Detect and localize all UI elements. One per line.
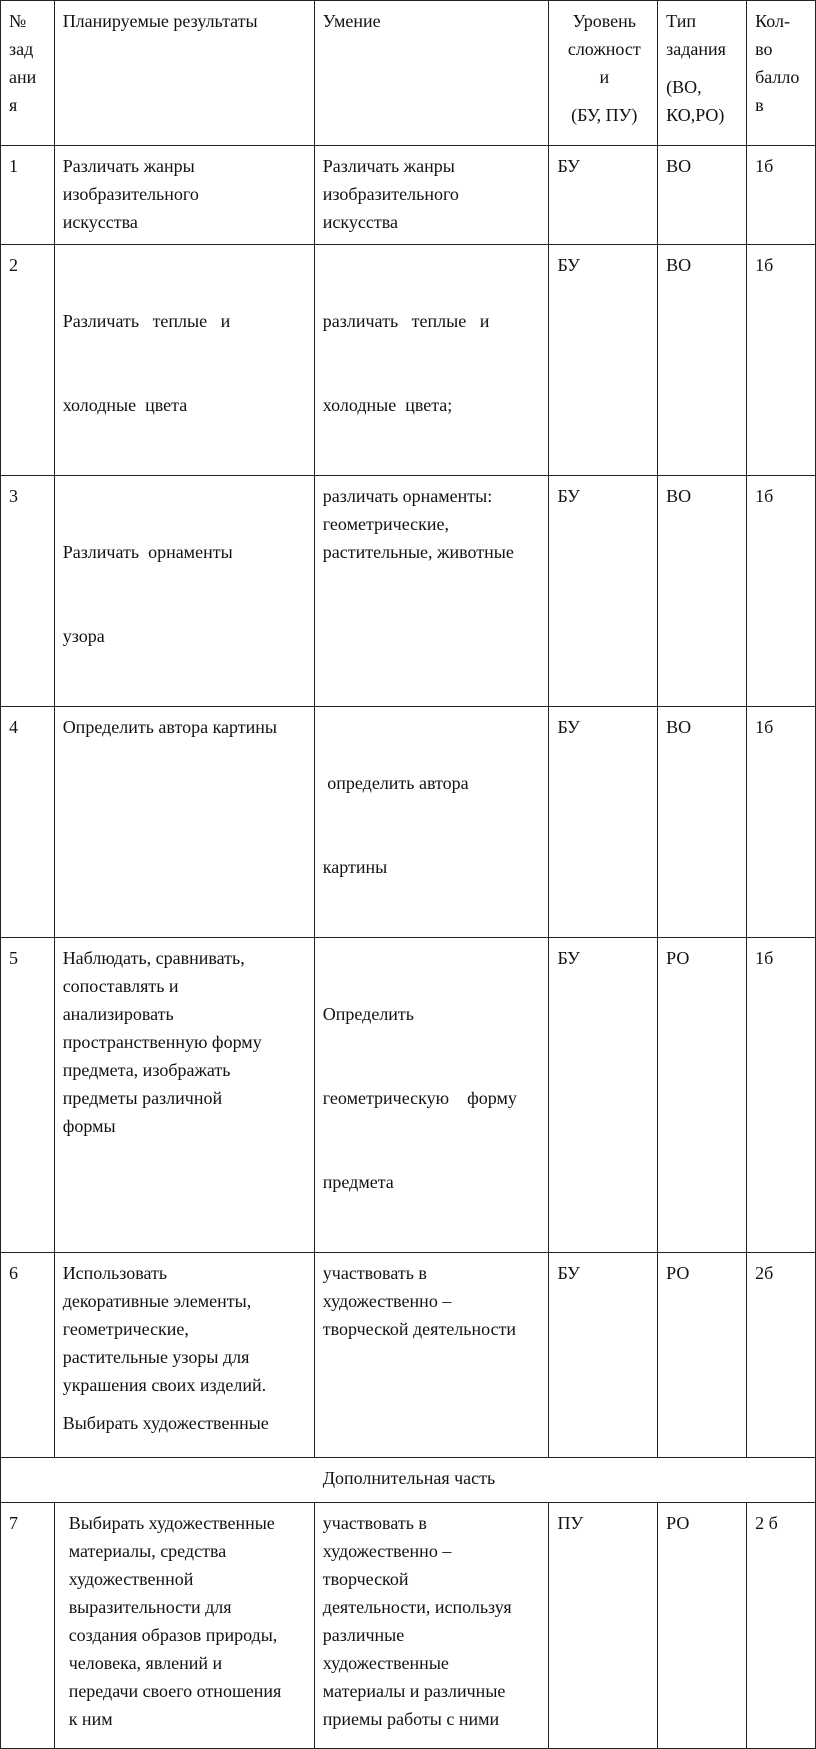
- skill: [314, 476, 549, 707]
- result-line: предметы различной: [62, 1088, 223, 1108]
- result-line: узора: [62, 626, 105, 646]
- result-line: пространственную форму: [62, 1032, 262, 1052]
- skill-line: картины: [322, 857, 388, 877]
- skill-line: Определить: [322, 1004, 415, 1024]
- table-row: [1, 707, 816, 938]
- skill-line: различать теплые и: [322, 311, 490, 331]
- skill: [314, 1503, 549, 1749]
- planned-result: [54, 1503, 314, 1749]
- skill-line: творческой: [322, 1569, 409, 1589]
- planned-result: [54, 1253, 314, 1458]
- result-line: декоративные элементы,: [62, 1291, 252, 1311]
- result-line: растительные узоры для: [62, 1347, 250, 1367]
- header-points-line: в: [755, 95, 764, 115]
- result-line: передачи своего отношения: [68, 1681, 282, 1701]
- skill: [314, 707, 549, 938]
- planned-result: [54, 476, 314, 707]
- table-row: [1, 245, 816, 476]
- section-row: [1, 1458, 816, 1503]
- header-points-line: Кол-: [755, 11, 790, 31]
- skill-line: участвовать в: [322, 1513, 427, 1533]
- planned-result: [54, 938, 314, 1253]
- skill-line: геометрические,: [322, 514, 450, 534]
- points: 1б: [747, 938, 816, 1253]
- skill-line: холодные цвета;: [322, 395, 453, 415]
- task-number: 6: [1, 1253, 55, 1458]
- header-difficulty-level: [549, 1, 658, 146]
- skill-line: творческой деятельности: [322, 1319, 517, 1339]
- skill-line: участвовать в: [322, 1263, 427, 1283]
- result-line: Определить автора картины: [62, 717, 278, 737]
- skill-line: растительные, животные: [322, 542, 514, 562]
- skill-line: приемы работы с ними: [322, 1709, 500, 1729]
- result-line: Наблюдать, сравнивать,: [62, 948, 245, 968]
- skill-line: геометрическую форму: [322, 1088, 517, 1108]
- result-line: искусства: [62, 212, 138, 232]
- header-no-line: ани: [9, 67, 37, 87]
- skill-line: различать орнаменты:: [322, 486, 493, 506]
- result-line: Выбирать художественные: [68, 1513, 275, 1533]
- task-number: 3: [1, 476, 55, 707]
- result-line: Различать орнаменты: [62, 542, 233, 562]
- header-type-sub: КО,РО): [666, 105, 725, 125]
- header-skill-label: Умение: [322, 11, 381, 31]
- task-number: 2: [1, 245, 55, 476]
- task-number: 5: [1, 938, 55, 1253]
- result-line: Выбирать художественные: [62, 1413, 269, 1433]
- table-row: [1, 938, 816, 1253]
- table-row: [1, 146, 816, 245]
- result-line: анализировать: [62, 1004, 174, 1024]
- result-line: предмета, изображать: [62, 1060, 231, 1080]
- header-results-label: Планируемые результаты: [62, 11, 258, 31]
- skill-line: определить автора: [322, 773, 469, 793]
- result-line: Различать жанры: [62, 156, 195, 176]
- planned-result: [54, 146, 314, 245]
- header-level-line: сложност: [567, 39, 641, 59]
- header-type-line: Тип: [666, 11, 696, 31]
- skill: [314, 938, 549, 1253]
- table-header-row: [1, 1, 816, 146]
- result-line: человека, явлений и: [68, 1653, 223, 1673]
- planned-result: [54, 245, 314, 476]
- task-number: 1: [1, 146, 55, 245]
- header-points: [747, 1, 816, 146]
- difficulty-level: БУ: [549, 1253, 658, 1458]
- result-line: материалы, средства: [68, 1541, 227, 1561]
- header-skill: [314, 1, 549, 146]
- difficulty-level: БУ: [549, 938, 658, 1253]
- table-row: [1, 1503, 816, 1749]
- skill: [314, 1253, 549, 1458]
- result-line: Различать теплые и: [62, 311, 231, 331]
- skill: [314, 245, 549, 476]
- header-no-line: №: [9, 11, 27, 31]
- difficulty-level: БУ: [549, 707, 658, 938]
- points: 2 б: [747, 1503, 816, 1749]
- task-type: РО: [658, 938, 747, 1253]
- skill-line: художественно –: [322, 1541, 452, 1561]
- header-type-line: задания: [666, 39, 726, 59]
- skill-line: художественные: [322, 1653, 449, 1673]
- difficulty-level: ПУ: [549, 1503, 658, 1749]
- header-no-line: зад: [9, 39, 34, 59]
- skill-line: Различать жанры: [322, 156, 455, 176]
- result-line: формы: [62, 1116, 116, 1136]
- points: 1б: [747, 146, 816, 245]
- skill-line: искусства: [322, 212, 398, 232]
- section-title: Дополнительная часть: [1, 1458, 816, 1503]
- header-level-sub: (БУ, ПУ): [571, 105, 638, 125]
- skill-line: деятельности, используя: [322, 1597, 512, 1617]
- difficulty-level: БУ: [549, 245, 658, 476]
- result-line: изобразительного: [62, 184, 199, 204]
- result-line: выразительности для: [68, 1597, 232, 1617]
- header-planned-results: [54, 1, 314, 146]
- skill-line: изобразительного: [322, 184, 459, 204]
- skill-line: материалы и различные: [322, 1681, 506, 1701]
- task-number: 7: [1, 1503, 55, 1749]
- skill-line: различные: [322, 1625, 405, 1645]
- result-line: художественной: [68, 1569, 194, 1589]
- skill-line: художественно –: [322, 1291, 452, 1311]
- header-level-line: и: [599, 67, 610, 87]
- header-type-sub: (ВО,: [666, 77, 702, 97]
- task-number: 4: [1, 707, 55, 938]
- planned-result: [54, 707, 314, 938]
- task-type: РО: [658, 1253, 747, 1458]
- task-type: ВО: [658, 707, 747, 938]
- task-type: ВО: [658, 245, 747, 476]
- skill-line: предмета: [322, 1172, 394, 1192]
- header-task-type: [658, 1, 747, 146]
- table-row: [1, 1253, 816, 1458]
- header-no-line: я: [9, 95, 18, 115]
- points: 1б: [747, 707, 816, 938]
- result-line: сопоставлять и: [62, 976, 179, 996]
- points: 1б: [747, 245, 816, 476]
- skill: [314, 146, 549, 245]
- result-line: геометрические,: [62, 1319, 189, 1339]
- table-row: [1, 476, 816, 707]
- result-line: холодные цвета: [62, 395, 188, 415]
- result-line: создания образов природы,: [68, 1625, 278, 1645]
- task-type: РО: [658, 1503, 747, 1749]
- points: 1б: [747, 476, 816, 707]
- result-line: Использовать: [62, 1263, 168, 1283]
- difficulty-level: БУ: [549, 146, 658, 245]
- points: 2б: [747, 1253, 816, 1458]
- difficulty-level: БУ: [549, 476, 658, 707]
- header-points-line: во: [755, 39, 773, 59]
- result-line: украшения своих изделий.: [62, 1375, 267, 1395]
- header-task-number: [1, 1, 55, 146]
- task-type: ВО: [658, 146, 747, 245]
- header-level-line: Уровень: [572, 11, 636, 31]
- header-points-line: балло: [755, 67, 800, 87]
- task-type: ВО: [658, 476, 747, 707]
- result-line: к ним: [68, 1709, 113, 1729]
